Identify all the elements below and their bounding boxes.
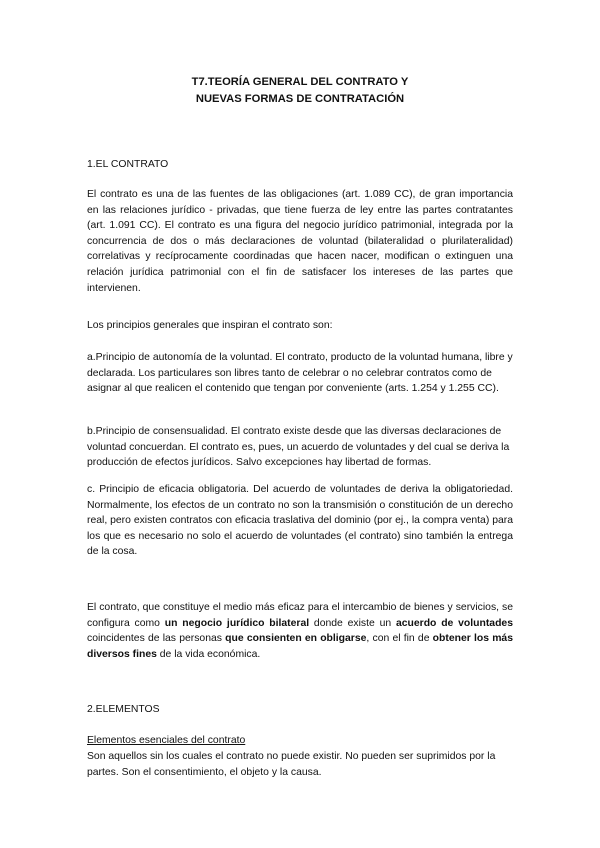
summary-bold-2: acuerdo de voluntades xyxy=(395,617,513,629)
section-2-heading: 2.ELEMENTOS xyxy=(87,704,160,715)
summary-bold-4: obtener los más diversos fines xyxy=(87,633,513,660)
section-1-intro: El contrato es una de las fuentes de las obligaciones (art. 1.089 CC), de gran importancia en las relaciones jurídico - privadas, que tiene fuerza de ley entre las partes contratantes (art. 1.091 CC). El contrato es una figura del negocio jurídico patrimonial, integrada por la concurrencia de dos o más declaraciones de voluntad (bilateralidad o plurilateralidad) correlativas y recíprocamente coordinadas que hacen nacer, modifican o extinguen una relación jurídica patrimonial con el fin de satisfacer los intereses de las partes que intervienen. xyxy=(87,189,513,294)
summary-text-3: coincidentes de las personas xyxy=(87,633,226,645)
summary-bold-1: un negocio jurídico bilateral xyxy=(164,617,310,629)
title-line-2: NUEVAS FORMAS DE CONTRATACIÓN xyxy=(195,92,405,105)
document-title xyxy=(87,74,513,107)
summary-text-4: , con el fin de xyxy=(366,633,433,645)
principle-b: b.Principio de consensualidad. El contrato existe desde que las diversas declaraciones de voluntad concuerdan. El contrato es, pues, un acuerdo de voluntades y del cual se deriva la producción de efectos jurídicos. Salvo excepciones hay libertad de formas. xyxy=(87,426,510,469)
section-2-text: Son aquellos sin los cuales el contrato no puede existir. No pueden ser suprimidos por la partes. Son el consentimiento, el objeto y la causa. xyxy=(87,751,496,778)
contract-summary xyxy=(87,600,513,662)
title-line-1: T7.TEORÍA GENERAL DEL CONTRATO Y xyxy=(191,76,409,88)
principles-lead: Los principios generales que inspiran el contrato son: xyxy=(87,320,333,331)
summary-bold-3: que consienten en obligarse xyxy=(225,633,367,645)
summary-text-5: de la vida económica. xyxy=(156,648,261,660)
principle-c: c. Principio de eficacia obligatoria. Del acuerdo de voluntades de deriva la obligatoriedad. Normalmente, los efectos de un contrato no son la transmisión o constitución de un derecho real, pero existen contratos con eficacia traslativa del dominio (por ej., la compra venta) para los que es necesario no solo el acuerdo de voluntades (el contrato) sino también la entrega de la cosa. xyxy=(87,484,513,558)
principle-a: a.Principio de autonomía de la voluntad. El contrato, producto de la voluntad humana, libre y declarada. Los particulares son libres tanto de celebrar o no celebrar contratos como de asignar al que realicen el contenido que tengan por conveniente (arts. 1.254 y 1.255 CC). xyxy=(87,352,513,395)
summary-text-2: donde existe un xyxy=(309,617,396,629)
section-2-subheading: Elementos esenciales del contrato xyxy=(87,735,246,746)
summary-text-1: El contrato, que constituye el medio más eficaz para el intercambio de bienes y servicios, se configura como xyxy=(87,602,513,629)
section-1-heading: 1.EL CONTRATO xyxy=(87,159,169,170)
